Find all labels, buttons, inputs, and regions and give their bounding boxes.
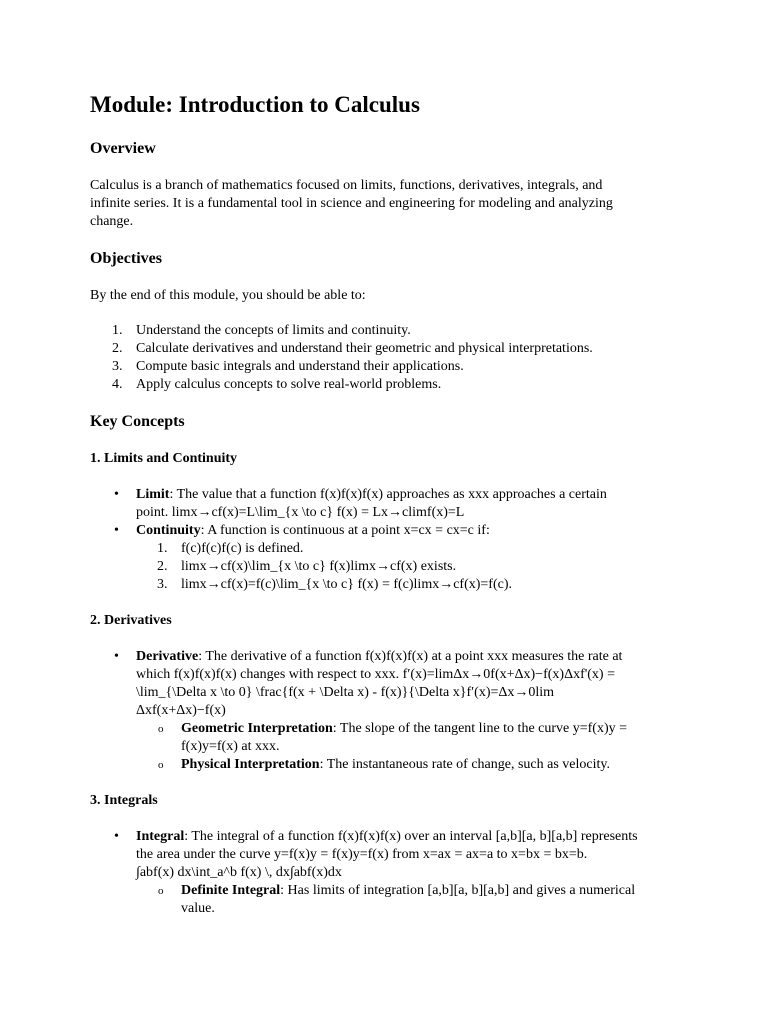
condition-number: 1. — [157, 541, 168, 556]
bullet-icon: • — [114, 523, 119, 538]
objective-text: Apply calculus concepts to solve real-world problems. — [136, 377, 442, 392]
module-title: Module: Introduction to Calculus — [90, 92, 420, 117]
objective-number: 3. — [112, 359, 123, 374]
objective-text: Calculate derivatives and understand their geometric and physical interpretations. — [136, 341, 593, 356]
integrals-heading: 3. Integrals — [90, 793, 158, 808]
key-concepts-heading: Key Concepts — [90, 413, 185, 430]
derivative-term: Derivative — [136, 649, 199, 664]
condition-number: 2. — [157, 559, 168, 574]
limits-heading: 1. Limits and Continuity — [90, 451, 238, 466]
physical-interpretation — [181, 756, 610, 774]
derivatives-heading: 2. Derivatives — [90, 613, 172, 628]
integral-text: : The integral of a function f(x)f(x)f(x) over an interval [a,b][a, b][a,b] represents — [184, 829, 638, 844]
continuity-definition — [136, 522, 490, 540]
objective-number: 1. — [112, 323, 123, 338]
objective-text: Understand the concepts of limits and continuity. — [136, 323, 411, 338]
derivative-line-4: Δxf(x+Δx)−f(x) — [136, 703, 226, 718]
sub-bullet-icon: o — [158, 759, 164, 771]
continuity-text: : A function is continuous at a point x=cx = cx=c if: — [200, 523, 490, 538]
physical-text: : The instantaneous rate of change, such as velocity. — [319, 757, 610, 772]
overview-heading: Overview — [90, 140, 156, 157]
derivative-line-3: \lim_{\Delta x \to 0} \frac{f(x + \Delta x) - f(x)}{\Delta x}f′(x)=Δx→0lim — [136, 685, 555, 700]
definite-integral-text: : Has limits of integration [a,b][a, b][a,b] and gives a numerical — [280, 883, 636, 898]
objective-text: Compute basic integrals and understand their applications. — [136, 359, 464, 374]
geometric-line-2: f(x)y=f(x) at xxx. — [181, 739, 280, 754]
overview-line-3: change. — [90, 214, 134, 229]
integral-line-2: the area under the curve y=f(x)y = f(x)y=f(x) from x=ax = ax=a to x=bx = bx=b. — [136, 847, 588, 862]
integral-line-3: ∫abf(x) dx\int_a^b f(x) \, dx∫abf(x)dx — [136, 865, 342, 880]
objective-number: 4. — [112, 377, 123, 392]
overview-line-2: infinite series. It is a fundamental tool in science and engineering for modeling and analyzing — [90, 196, 613, 211]
definite-integral — [181, 882, 635, 900]
objectives-intro: By the end of this module, you should be able to: — [90, 288, 366, 303]
geometric-text: : The slope of the tangent line to the curve y=f(x)y = — [332, 721, 628, 736]
physical-term: Physical Interpretation — [181, 757, 320, 772]
limit-term: Limit — [136, 487, 170, 502]
bullet-icon: • — [114, 487, 119, 502]
objectives-heading: Objectives — [90, 250, 162, 267]
definite-integral-term: Definite Integral — [181, 883, 281, 898]
derivative-text: : The derivative of a function f(x)f(x)f(x) at a point xxx measures the rate at — [198, 649, 623, 664]
integral-term: Integral — [136, 829, 185, 844]
condition-number: 3. — [157, 577, 168, 592]
bullet-icon: • — [114, 829, 119, 844]
limit-text: : The value that a function f(x)f(x)f(x) approaches as xxx approaches a certain — [169, 487, 607, 502]
derivative-line-2: which f(x)f(x)f(x) changes with respect to xxx. f′(x)=lim⁡Δx→0f(x+Δx)−f(x)Δxf'(x) = — [136, 667, 615, 682]
definite-integral-line-2: value. — [181, 901, 215, 916]
condition-text: lim⁡x→cf(x)\lim_{x \to c} f(x)limx→cf(x) exists. — [181, 559, 457, 574]
integral-definition — [136, 828, 638, 846]
limit-definition — [136, 486, 607, 504]
limit-formula: point. lim⁡x→cf(x)=L\lim_{x \to c} f(x) = Lx→climf(x)=L — [136, 505, 465, 520]
geometric-interpretation — [181, 720, 627, 738]
sub-bullet-icon: o — [158, 885, 164, 897]
geometric-term: Geometric Interpretation — [181, 721, 333, 736]
condition-text: f(c)f(c)f(c) is defined. — [181, 541, 304, 556]
sub-bullet-icon: o — [158, 723, 164, 735]
objective-number: 2. — [112, 341, 123, 356]
overview-line-1: Calculus is a branch of mathematics focused on limits, functions, derivatives, integrals, and — [90, 178, 603, 193]
derivative-definition — [136, 648, 622, 666]
bullet-icon: • — [114, 649, 119, 664]
continuity-term: Continuity — [136, 523, 201, 538]
condition-text: lim⁡x→cf(x)=f(c)\lim_{x \to c} f(x) = f(c)limx→cf(x)=f(c). — [181, 577, 513, 592]
